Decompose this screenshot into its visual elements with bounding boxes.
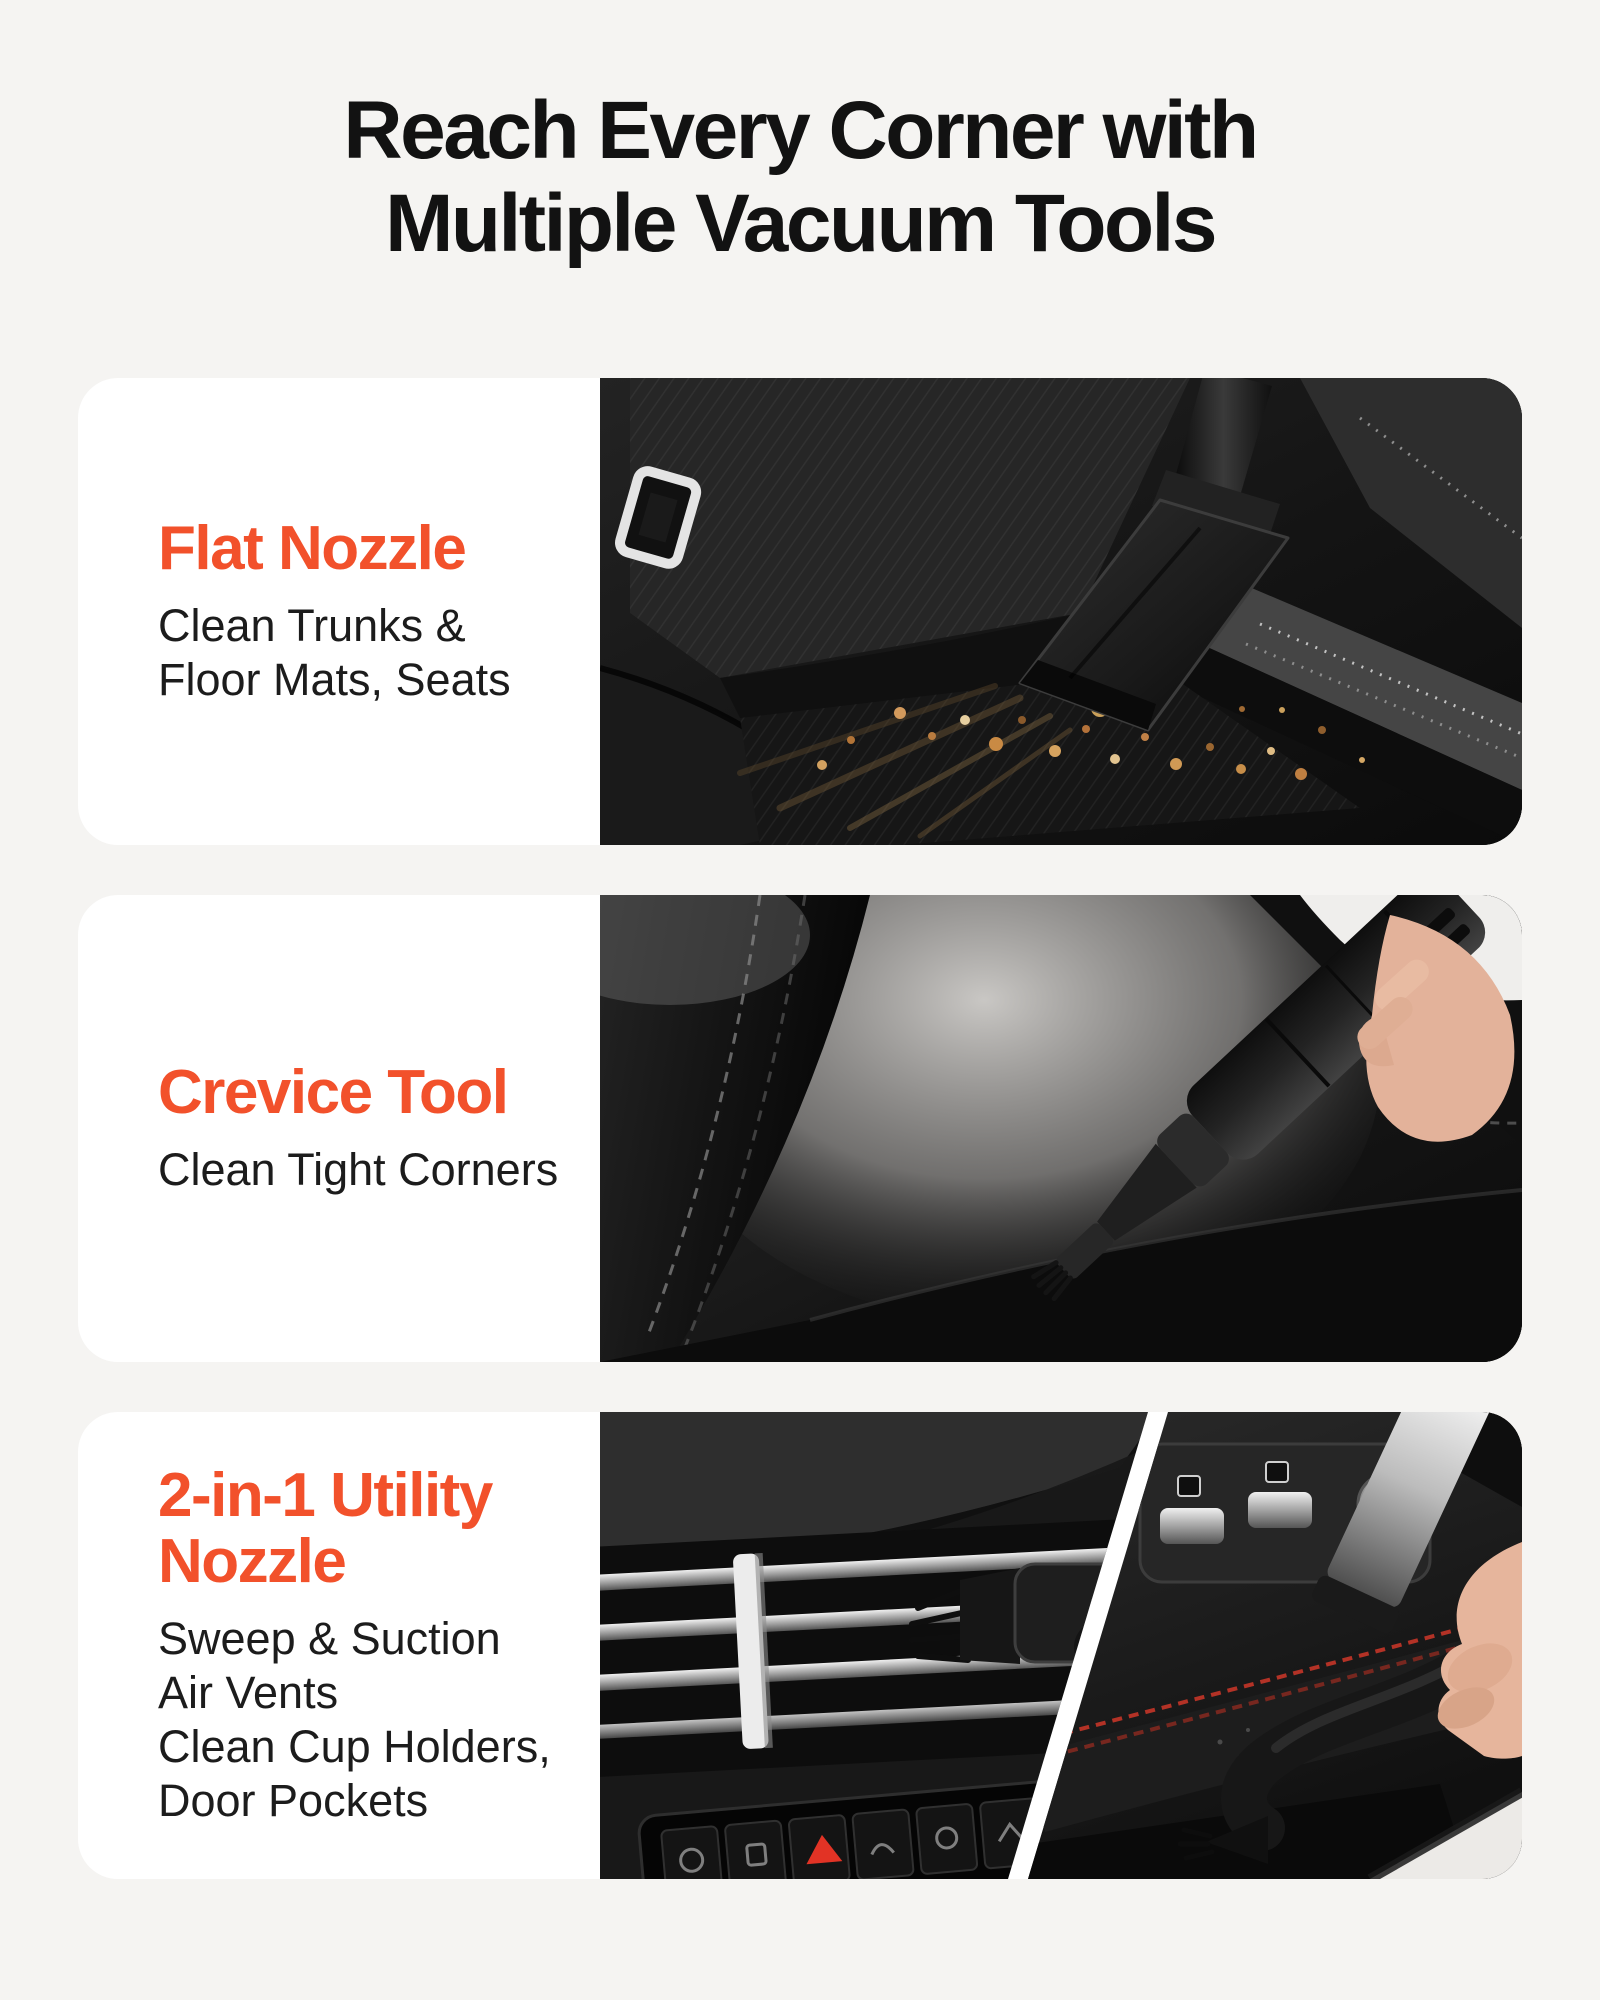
description-line: Air Vents <box>158 1667 339 1719</box>
feature-card-crevice-tool <box>78 895 1522 1362</box>
card-heading-flat-nozzle: Flat Nozzle <box>158 513 466 583</box>
utility-nozzle-illustration <box>600 1412 1522 1879</box>
description-line: Clean Trunks & <box>158 600 466 652</box>
page-title-line-1: Reach Every Corner with <box>343 85 1257 176</box>
card-text-crevice-tool <box>158 895 603 1414</box>
card-description-flat-nozzle <box>158 599 603 707</box>
description-line: Door Pockets <box>158 1775 429 1827</box>
page-title-line-2: Multiple Vacuum Tools <box>385 178 1215 270</box>
card-description-crevice-tool <box>158 1143 603 1197</box>
flat-nozzle-photo <box>600 378 1522 845</box>
page-title <box>0 84 1600 271</box>
crevice-tool-illustration <box>600 895 1522 1362</box>
description-line: Sweep & Suction <box>158 1613 501 1665</box>
card-description-utility-nozzle <box>158 1612 603 1828</box>
feature-card-utility-nozzle <box>78 1412 1522 1879</box>
card-heading-crevice-tool: Crevice Tool <box>158 1057 508 1127</box>
feature-card-flat-nozzle <box>78 378 1522 845</box>
description-line: Floor Mats, Seats <box>158 654 511 706</box>
flat-nozzle-illustration <box>600 378 1522 845</box>
crevice-tool-photo <box>600 895 1522 1362</box>
utility-nozzle-photos <box>600 1412 1522 1879</box>
description-line: Clean Tight Corners <box>158 1144 559 1196</box>
card-text-flat-nozzle <box>158 378 603 845</box>
description-line: Clean Cup Holders, <box>158 1721 551 1773</box>
card-heading-utility-nozzle: 2-in-1 Utility Nozzle <box>158 1460 492 1596</box>
card-text-utility-nozzle <box>158 1412 603 1879</box>
